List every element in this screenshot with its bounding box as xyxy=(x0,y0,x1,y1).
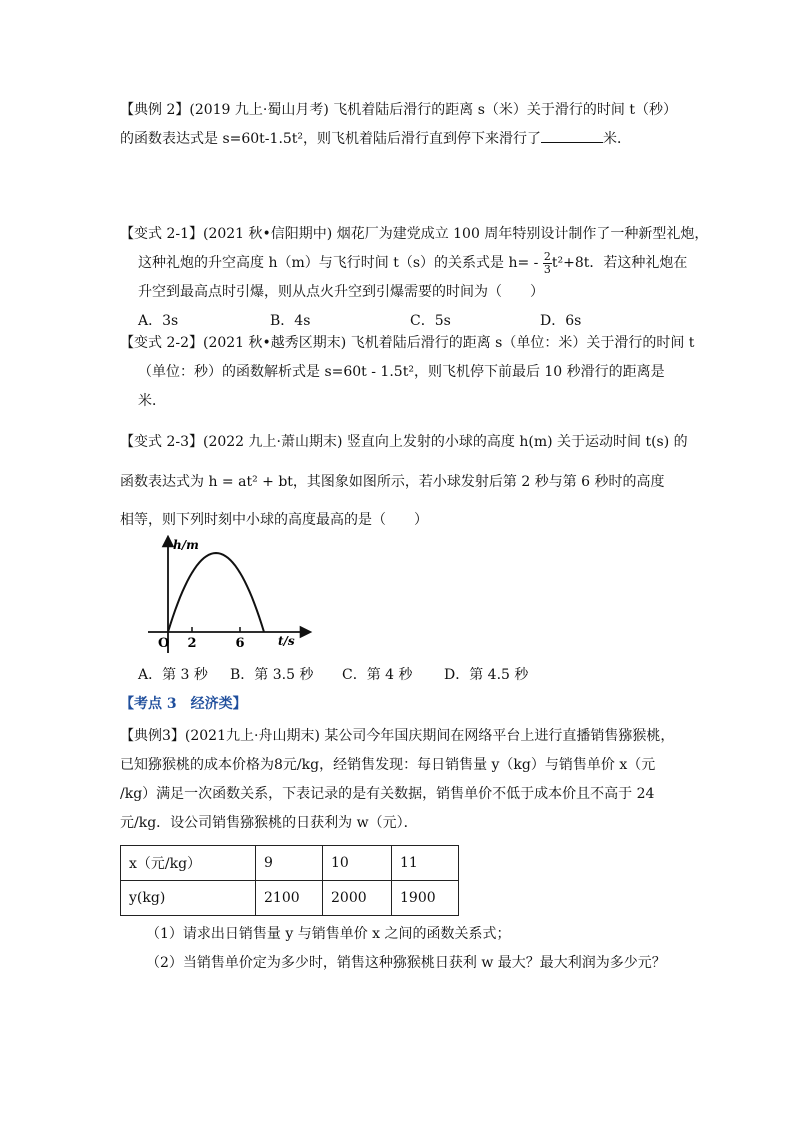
example-2-line-2 xyxy=(120,126,680,152)
option-b[interactable]: B．第 3.5 秒 xyxy=(230,667,314,683)
table-cell: 9 xyxy=(256,846,323,881)
variant-2-3-line-1: 【变式 2-3】(2022 九上·萧山期末) 竖直向上发射的小球的高度 h(m) 关于运动时间 t(s) 的 xyxy=(120,434,688,450)
section-heading-economics: 【考点 3 经济类】 xyxy=(120,696,247,712)
example-3-line-4: 元/kg．设公司销售猕猴桃的日获利为 w（元）． xyxy=(120,815,418,831)
fraction-two-thirds xyxy=(543,251,552,276)
table-cell: 1900 xyxy=(392,881,459,916)
height-time-graph xyxy=(140,535,315,657)
option-b[interactable]: B．4s xyxy=(270,313,311,329)
variant-2-3-options xyxy=(138,664,528,686)
question-1: （1）请求出日销售量 y 与销售单价 x 之间的函数关系式； xyxy=(146,926,511,942)
example-2 xyxy=(120,97,680,152)
x-axis-label: t/s xyxy=(278,634,295,648)
option-c[interactable]: C．第 4 秒 xyxy=(342,667,413,683)
example-2-text: 的函数表达式是 s=60t-1.5t²，则飞机着陆后滑行直到停下来滑行了 xyxy=(120,131,542,147)
tick-label-6: 6 xyxy=(235,636,245,651)
option-d[interactable]: D．第 4.5 秒 xyxy=(444,667,529,683)
variant-2-1-formula-post: t²+8t．若这种礼炮在 xyxy=(551,255,688,271)
table-cell: 10 xyxy=(323,846,392,881)
variant-2-2-line-2: （单位：秒）的函数解析式是 s=60t - 1.5t²，则飞机停下前最后 10 秒滑行的距离是 xyxy=(138,364,665,380)
option-a[interactable]: A．3s xyxy=(138,313,179,329)
variant-2-1-formula-pre: 这种礼炮的升空高度 h（m）与飞行时间 t（s）的关系式是 h= - xyxy=(138,255,539,271)
example-3 xyxy=(120,723,680,836)
fraction-denominator: 3 xyxy=(543,262,551,276)
table-cell: x（元/kg） xyxy=(121,846,256,881)
answer-blank[interactable] xyxy=(541,128,603,143)
example-3-line-1: 【典例3】(2021九上·舟山期末) 某公司今年国庆期间在网络平台上进行直播销售猕猴桃， xyxy=(120,728,675,744)
y-axis-label: h/m xyxy=(173,538,199,552)
variant-2-1-line-1: 【变式 2-1】(2021 秋•信阳期中) 烟花厂为建党成立 100 周年特别设计制作了一种新型礼炮， xyxy=(120,226,709,242)
fraction-numerator: 2 xyxy=(543,249,551,263)
variant-2-1 xyxy=(120,221,709,334)
variant-2-1-line-3: 升空到最高点时引爆，则从点火升空到引爆需要的时间为（ ） xyxy=(138,284,544,300)
question-2: （2）当销售单价定为多少时，销售这种猕猴桃日获利 w 最大？最大利润为多少元？ xyxy=(146,955,666,971)
variant-2-3 xyxy=(120,429,688,533)
table-row xyxy=(121,846,459,881)
variant-2-2-line-1: 【变式 2-2】(2021 秋•越秀区期末) 飞机着陆后滑行的距离 s（单位：米）关于滑行的时间 t xyxy=(120,335,695,351)
example-2-line-1: 【典例 2】(2019 九上·蜀山月考) 飞机着陆后滑行的距离 s（米）关于滑行的时间 t（秒） xyxy=(120,102,677,118)
option-d[interactable]: D．6s xyxy=(540,313,582,329)
table-cell: 2100 xyxy=(256,881,323,916)
option-c[interactable]: C．5s xyxy=(410,313,451,329)
table-cell: y(kg) xyxy=(121,881,256,916)
origin-label: O xyxy=(158,636,170,651)
option-a[interactable]: A．第 3 秒 xyxy=(138,667,208,683)
parabola-curve xyxy=(168,553,264,632)
table-cell: 11 xyxy=(392,846,459,881)
example-2-unit: 米． xyxy=(603,131,632,147)
variant-2-2 xyxy=(120,330,695,414)
variant-2-1-line-2 xyxy=(120,249,688,276)
table-cell: 2000 xyxy=(323,881,392,916)
variant-2-2-line-3: 米． xyxy=(138,393,166,409)
example-3-line-2: 已知猕猴桃的成本价格为8元/kg，经销售发现：每日销售量 y（kg）与销售单价 x（元 xyxy=(120,757,656,773)
tick-label-2: 2 xyxy=(187,636,197,651)
example-3-line-3: /kg）满足一次函数关系，下表记录的是有关数据，销售单价不低于成本价且不高于 24 xyxy=(120,786,655,802)
price-sales-table xyxy=(120,845,459,916)
variant-2-3-line-2: 函数表达式为 h = at² + bt，其图象如图所示，若小球发射后第 2 秒与第 6 秒时的高度 xyxy=(120,474,665,490)
variant-2-3-line-3: 相等，则下列时刻中小球的高度最高的是（ ） xyxy=(120,512,428,528)
table-row xyxy=(121,881,459,916)
